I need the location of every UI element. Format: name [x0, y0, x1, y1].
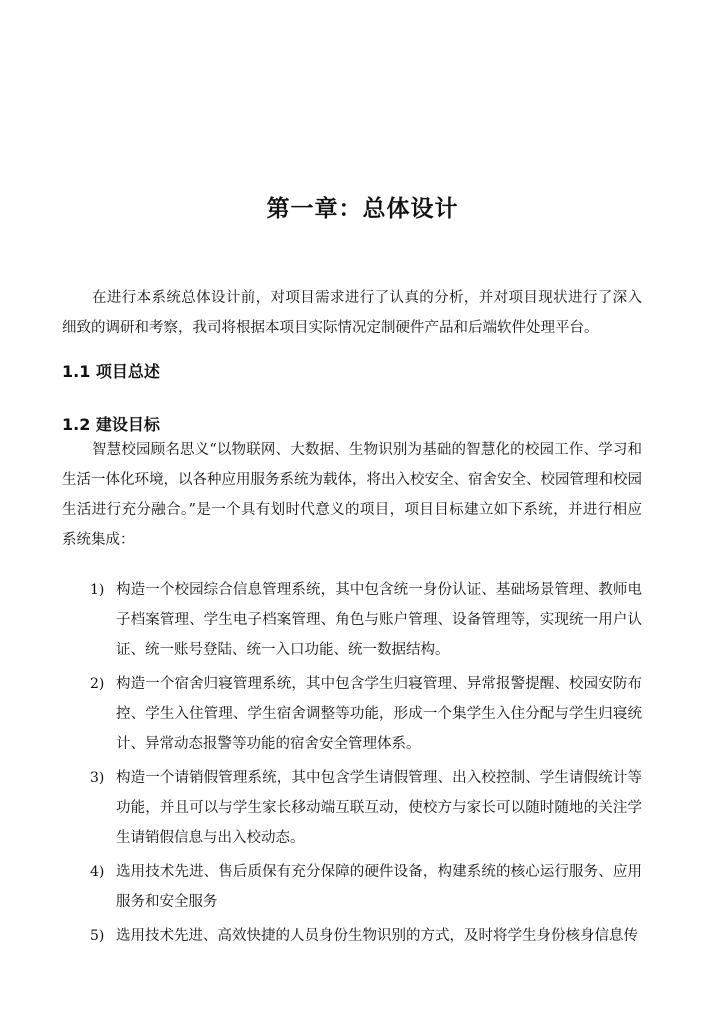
list-item-number: 4) [90, 864, 105, 880]
list-item-text: 选用技术先进、售后质保有充分保障的硬件设备，构建系统的核心运行服务、应用服务和安全服务 [116, 864, 642, 910]
section-heading-construction-goals: 1.2 建设目标 [62, 415, 160, 434]
list-item [62, 575, 642, 665]
list-item [62, 763, 642, 853]
list-item-text: 构造一个校园综合信息管理系统，其中包含统一身份认证、基础场景管理、教师电子档案管理、学生电子档案管理、角色与账户管理、设备管理等，实现统一用户认证、统一账号登陆、统一入口功能、统一数据结构。 [116, 582, 642, 658]
list-item [62, 921, 642, 951]
list-item-number: 1) [90, 582, 105, 598]
intro-paragraph: 在进行本系统总体设计前，对项目需求进行了认真的分析，并对项目现状进行了深入细致的调研和考察，我司将根据本项目实际情况定制硬件产品和后端软件处理平台。 [62, 290, 642, 336]
list-item-text: 构造一个宿舍归寝管理系统，其中包含学生归寝管理、异常报警提醒、校园安防布控、学生入住管理、学生宿舍调整等功能，形成一个集学生入住分配与学生归寝统计、异常动态报警等功能的宿舍安全管理体系。 [116, 676, 642, 752]
goal-list [62, 575, 642, 955]
goal-paragraph: 智慧校园顾名思义“以物联网、大数据、生物识别为基础的智慧化的校园工作、学习和生活一体化环境，以各种应用服务系统为载体，将出入校安全、宿舍安全、校园管理和校园生活进行充分融合。”是一个具有划时代意义的项目，项目目标建立如下系统，并进行相应系统集成： [62, 442, 642, 548]
list-item-text: 构造一个请销假管理系统，其中包含学生请假管理、出入校控制、学生请假统计等功能，并且可以与学生家长移动端互联互动，使校方与家长可以随时随地的关注学生请销假信息与出入校动态。 [116, 770, 642, 846]
list-item-number: 2) [90, 676, 105, 692]
list-item-text: 选用技术先进、高效快捷的人员身份生物识别的方式，及时将学生身份核身信息传 [116, 928, 638, 944]
list-item-number: 5) [90, 928, 105, 944]
chapter-title: 第一章：总体设计 [266, 196, 459, 222]
section-heading-project-overview: 1.1 项目总述 [62, 362, 160, 381]
list-item-number: 3) [90, 770, 105, 786]
list-item [62, 857, 642, 917]
list-item [62, 669, 642, 759]
